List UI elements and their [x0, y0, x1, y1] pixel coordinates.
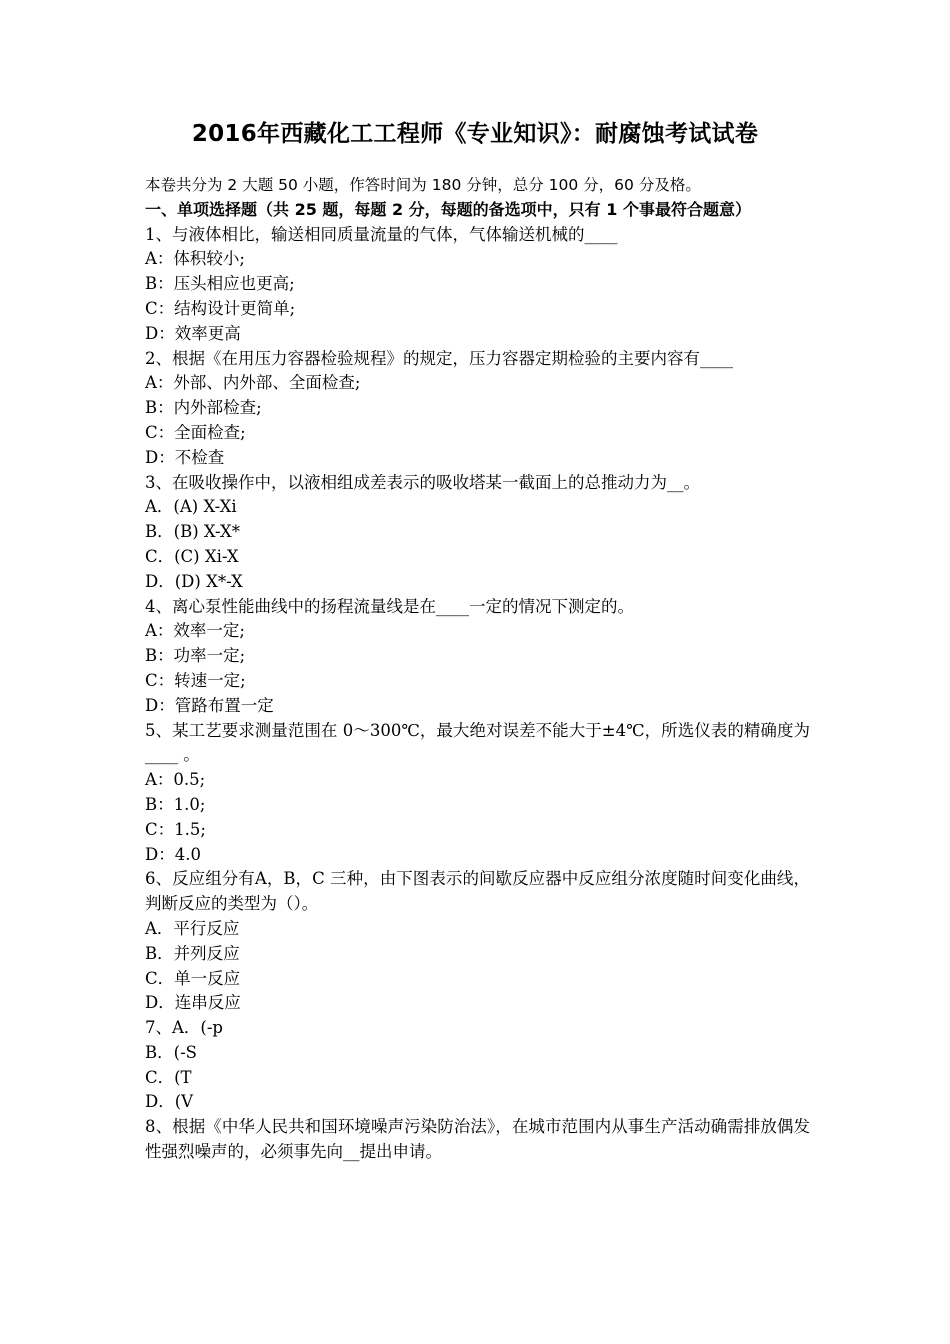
option-a: A：效率一定;: [145, 621, 245, 641]
option-b: B．并列反应: [145, 943, 240, 963]
section-heading: 一、单项选择题（共 25 题，每题 2 分，每题的备选项中，只有 1 个事最符合题意）: [145, 199, 751, 219]
question-6: [145, 867, 810, 1016]
question-stem: 1、与液体相比，输送相同质量流量的气体，气体输送机械的____: [145, 224, 618, 244]
option-b: B：功率一定;: [145, 646, 246, 666]
option-a: A：0.5;: [145, 770, 206, 790]
question-5: [145, 719, 810, 868]
option-a: A：外部、内外部、全面检查;: [145, 373, 361, 393]
option-d: D：不检查: [145, 447, 225, 467]
option-d: D：管路布置一定: [145, 695, 274, 715]
question-1: [145, 223, 810, 347]
option-b: B．(-S: [145, 1042, 197, 1062]
option-d: D．连串反应: [145, 993, 241, 1013]
option-b: B：1.0;: [145, 794, 206, 814]
exam-intro: 本卷共分为 2 大题 50 小题，作答时间为 180 分钟，总分 100 分，60 分及格。: [145, 176, 701, 194]
option-c: C：全面检查;: [145, 422, 246, 442]
option-a: A：体积较小;: [145, 249, 245, 269]
option-d: D．(V: [145, 1092, 194, 1112]
page-title: 2016年西藏化工工程师《专业知识》：耐腐蚀考试试卷: [191, 121, 759, 147]
question-7: [145, 1016, 810, 1115]
question-stem: 3、在吸收操作中，以液相组成差表示的吸收塔某一截面上的总推动力为__。: [145, 472, 700, 492]
option-b: B：内外部检查;: [145, 398, 262, 418]
question-stem: 7、A．(-p: [145, 1018, 223, 1038]
question-stem: 2、根据《在用压力容器检验规程》的规定，压力容器定期检验的主要内容有____: [145, 348, 733, 368]
option-c: C．(T: [145, 1067, 192, 1087]
question-stem: 8、根据《中华人民共和国环境噪声污染防治法》，在城市范围内从事生产活动确需排放偶发性强烈噪声的，必须事先向__提出申请。: [145, 1117, 810, 1162]
question-4: [145, 595, 810, 719]
option-d: D：4.0: [145, 844, 201, 864]
option-c: C．单一反应: [145, 968, 241, 988]
option-c: C：转速一定;: [145, 670, 246, 690]
question-stem: 5、某工艺要求测量范围在 0～300℃，最大绝对误差不能大于±4℃，所选仪表的精确度为____ 。: [145, 720, 810, 765]
option-d: D．(D) X*-X: [145, 571, 243, 591]
option-b: B．(B) X-X*: [145, 522, 241, 542]
question-2: [145, 347, 810, 471]
option-c: C：结构设计更简单;: [145, 298, 296, 318]
question-8: [145, 1115, 810, 1165]
option-a: A．平行反应: [145, 918, 240, 938]
option-b: B：压头相应也更高;: [145, 274, 295, 294]
option-a: A．(A) X-Xi: [145, 497, 237, 517]
option-c: C．(C) Xi-X: [145, 546, 239, 566]
option-c: C：1.5;: [145, 819, 206, 839]
question-stem: 6、反应组分有A，B，C 三种，由下图表示的间歇反应器中反应组分浓度随时间变化曲线，判断反应的类型为（）。: [145, 869, 810, 914]
option-d: D：效率更高: [145, 323, 241, 343]
document-body: [145, 173, 810, 1165]
question-3: [145, 471, 810, 595]
question-stem: 4、离心泵性能曲线中的扬程流量线是在____一定的情况下测定的。: [145, 596, 634, 616]
